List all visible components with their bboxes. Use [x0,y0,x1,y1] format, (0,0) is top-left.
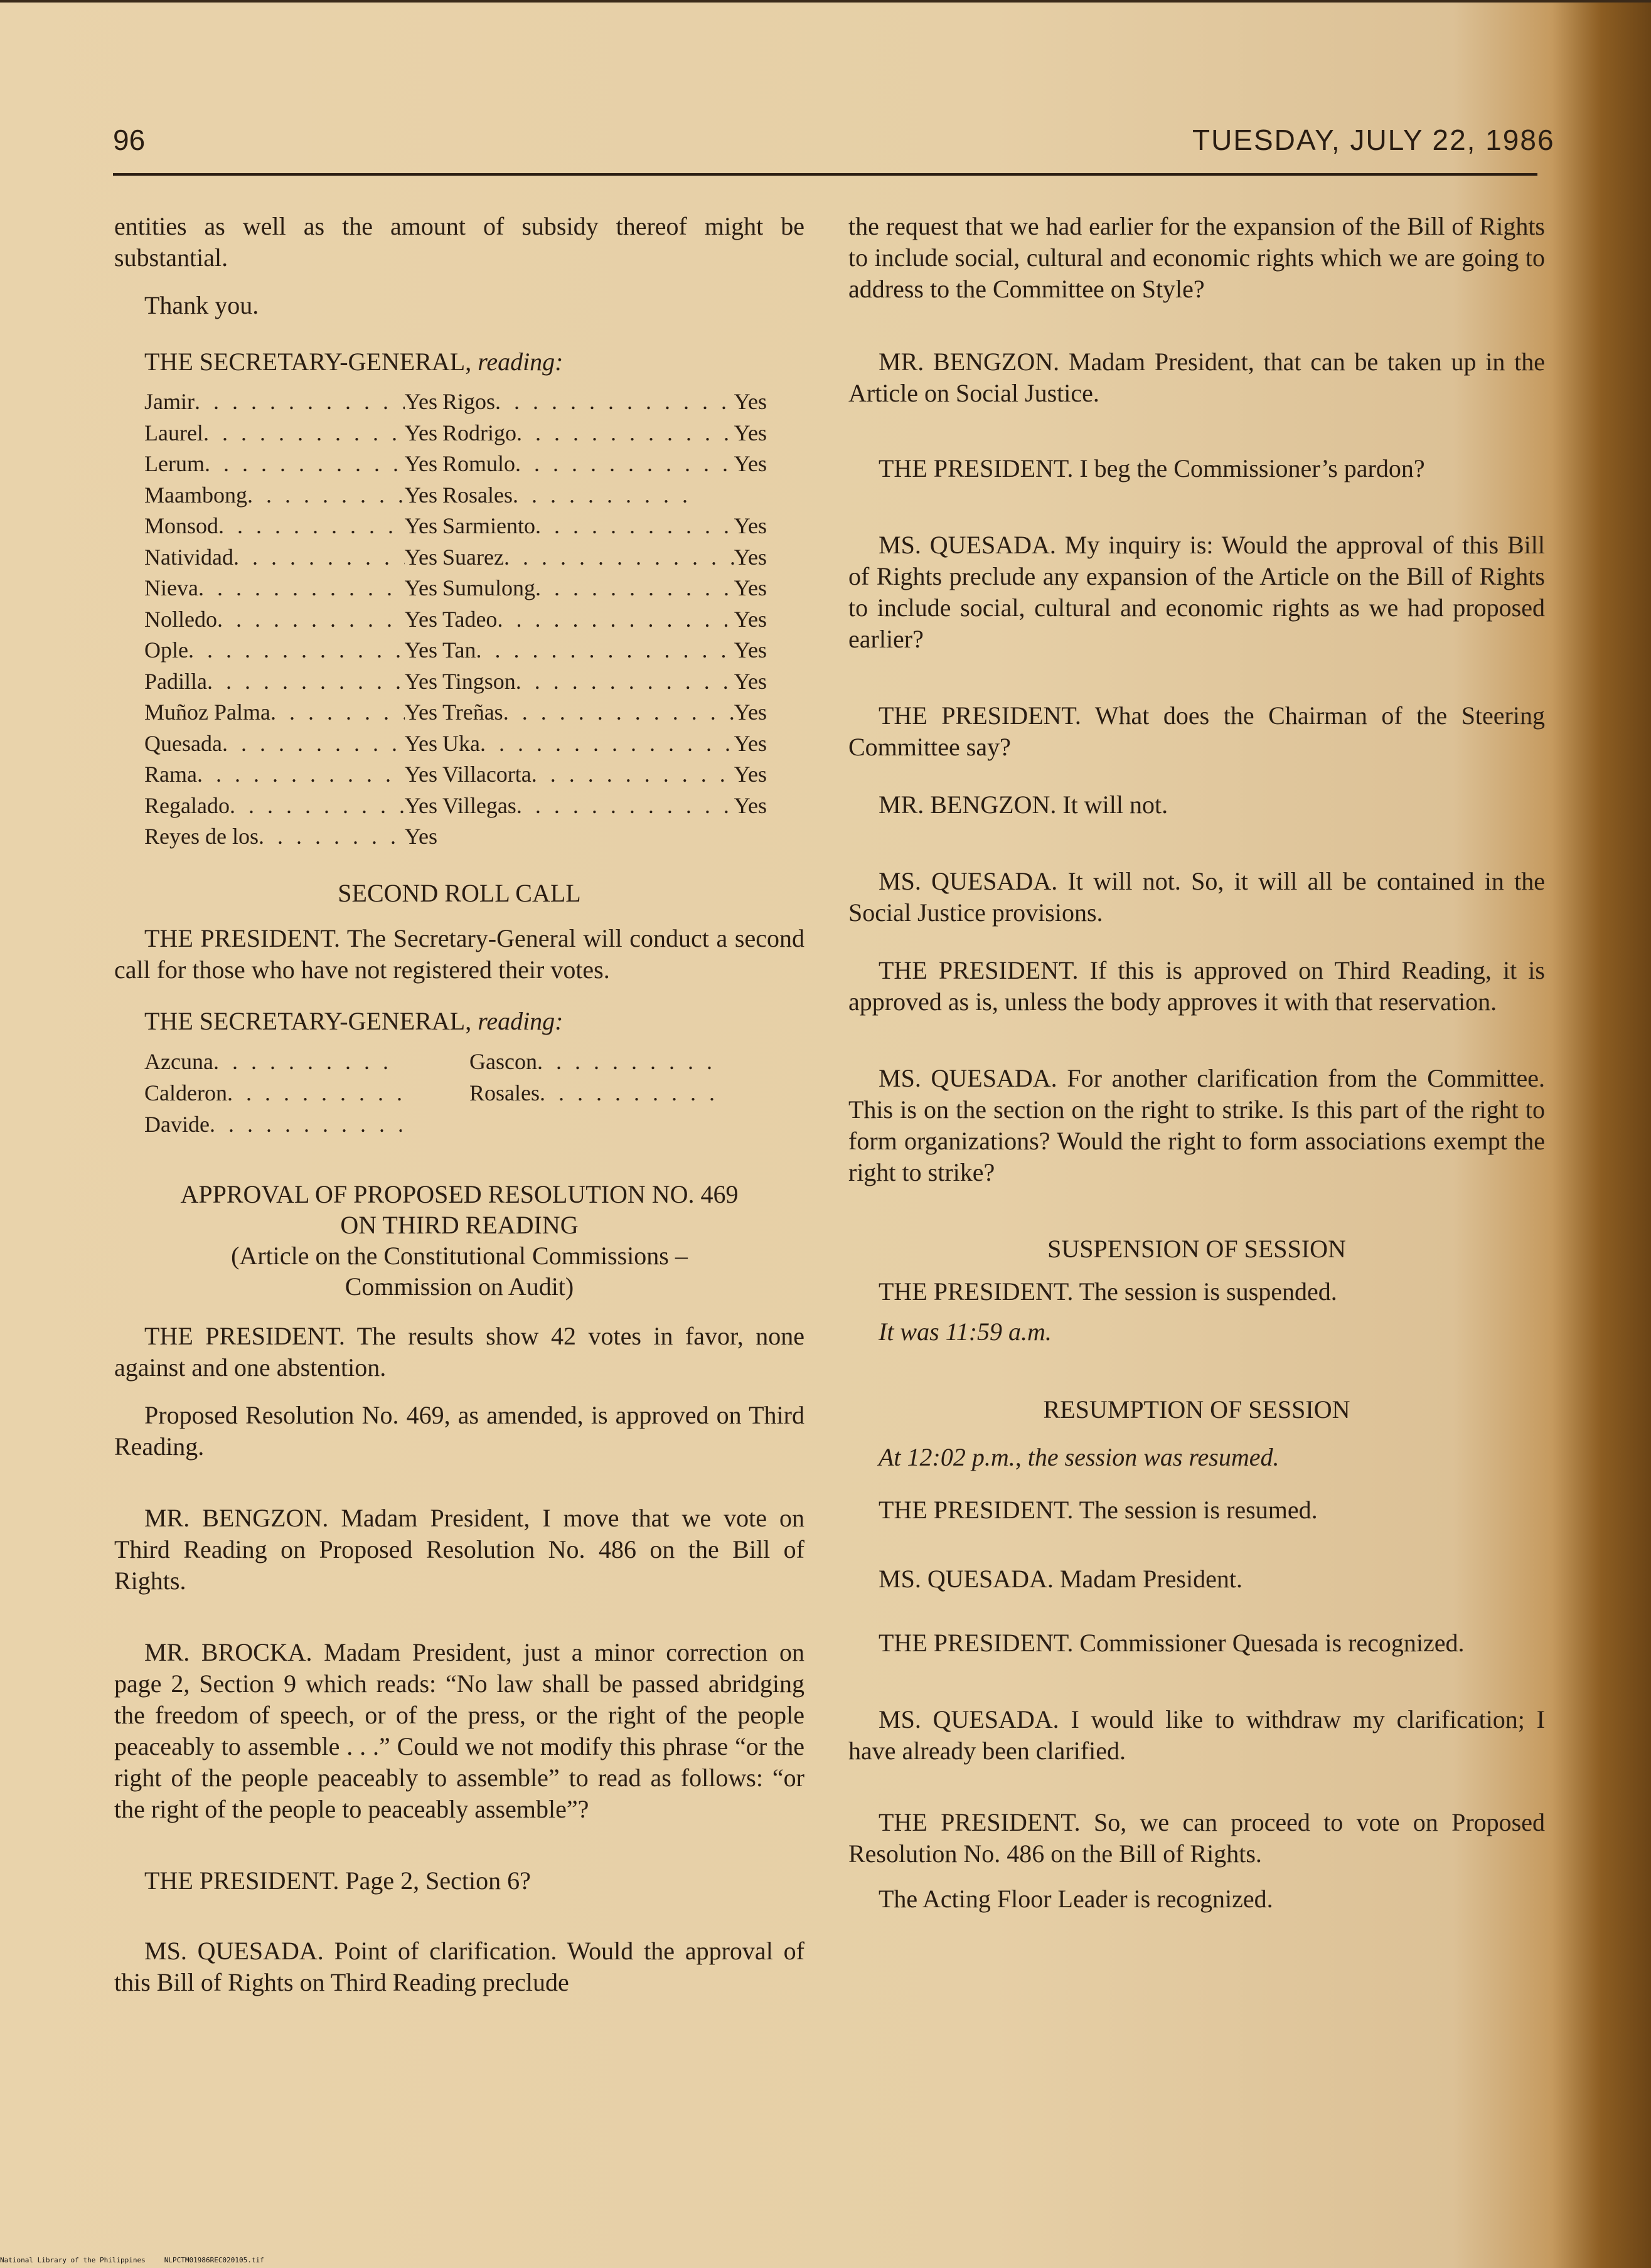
roll-row: Monsod . . . Yes [144,511,442,542]
paragraph: THE PRESIDENT. Page 2, Section 6? [144,1866,531,1895]
paragraph: THE PRESIDENT. The results show 42 votes in favor, none against and one abstention. [114,1321,804,1382]
section-heading: ON THIRD READING [340,1210,579,1239]
roll-row: Jamir . . . Yes [144,386,442,418]
reading-label: reading: [478,348,564,376]
paragraph: Proposed Resolution No. 469, as amended, is approved on Third Reading. [114,1400,804,1461]
left-column [114,211,804,2031]
paragraph: entities as well as the amount of subsidy thereof might be substantial. [114,212,804,272]
roll-row: Villacorta . . . Yes [442,759,772,791]
roll-row: Muñoz Palma . . . Yes [144,697,442,728]
approval-heading-block [114,1179,804,1302]
time-note: At 12:02 p.m., the session was resumed. [879,1443,1280,1471]
paragraph: MS. QUESADA. For another clarification from the Committee. This is on the section on the right to strike. Is this part of the right to form organizations? Would the right to form associations exempt the right to strike? [848,1064,1545,1186]
paragraph: the request that we had earlier for the expansion of the Bill of Rights to include social, cultural and economic rights which we are going to address to the Committee on Style? [848,212,1545,303]
header-rule [113,173,1537,176]
paragraph: MR. BENGZON. Madam President, I move that we vote on Third Reading on Proposed Resolution No. 486 on the Bill of Rights. [114,1503,804,1595]
roll-row: Gascon . . . [469,1046,720,1077]
paragraph: THE PRESIDENT. I beg the Commissioner’s pardon? [879,454,1425,482]
roll-row: Tadeo . . . Yes [442,604,772,636]
paragraph: THE PRESIDENT. What does the Chairman of the Steering Committee say? [848,701,1545,761]
roll-row: Regalado . . . Yes [144,791,442,822]
paragraph: THE PRESIDENT. The session is resumed. [879,1496,1318,1524]
secretary-general-reading [114,1006,804,1037]
paragraph: THE PRESIDENT. The Secretary-General will conduct a second call for those who have not registered their votes. [114,924,804,984]
section-heading: RESUMPTION OF SESSION [1043,1395,1350,1424]
paragraph: MR. BROCKA. Madam President, just a minor correction on page 2, Section 9 which reads: “No law shall be passed abridging the freedom of speech, or of the press, or the right of the people peaceably to assemble . . .” Could we not modify this phrase “or the right of the people peaceably to assemble” to read as follows: “or the right of the people to peaceably assemble”? [114,1637,804,1823]
roll-row: Treñas . . . Yes [442,697,772,728]
roll-row: Sumulong . . . Yes [442,573,772,604]
paragraph: THE PRESIDENT. So, we can proceed to vote on Proposed Resolution No. 486 on the Bill of Rights. [848,1808,1545,1868]
roll-call-list [144,386,804,853]
roll-row: Rodrigo . . . Yes [442,418,772,449]
section-subheading: (Article on the Constitutional Commissions – [231,1241,688,1270]
paragraph: Thank you. [144,291,259,319]
roll-row: Nolledo . . . Yes [144,604,442,636]
roll-column-left [144,386,442,853]
paragraph: The Acting Floor Leader is recognized. [879,1885,1273,1913]
roll-row: Romulo . . . Yes [442,449,772,480]
reading-label: reading: [478,1006,564,1035]
roll-row: Reyes de los . . . Yes [144,821,442,853]
roll-row: Quesada . . . Yes [144,728,442,760]
paragraph: MS. QUESADA. Madam President. [879,1565,1242,1593]
roll-row: Rigos . . . Yes [442,386,772,418]
paragraph: THE PRESIDENT. If this is approved on Third Reading, it is approved as is, unless the body approves it with that reservation. [848,956,1545,1016]
paragraph: MS. QUESADA. Point of clarification. Would the approval of this Bill of Rights on Third Reading preclude [114,1936,804,1996]
time-note: It was 11:59 a.m. [879,1318,1052,1346]
roll-row: Natividad . . . Yes [144,542,442,573]
paragraph: MS. QUESADA. My inquiry is: Would the approval of this Bill of Rights preclude any expansion of the Article on the Bill of Rights to include social, cultural and economic rights as we had proposed earlier? [848,531,1545,653]
roll-row: Ople . . . Yes [144,635,442,666]
roll-row: Tan . . . Yes [442,635,772,666]
roll-row: Lerum . . . Yes [144,449,442,480]
paragraph: THE PRESIDENT. Commissioner Quesada is recognized. [879,1629,1465,1657]
paragraph: MR. BENGZON. Madam President, that can be taken up in the Article on Social Justice. [848,348,1545,407]
top-edge-line [0,0,1651,3]
second-roll-call-list [144,1046,804,1140]
roll-row: Uka . . . Yes [442,728,772,760]
speaker: THE SECRETARY-GENERAL, [144,348,472,376]
roll-row: Suarez . . . Yes [442,542,772,573]
page-date: TUESDAY, JULY 22, 1986 [1192,124,1555,156]
section-heading: SUSPENSION OF SESSION [1047,1235,1346,1263]
secretary-general-reading [114,346,804,378]
section-heading: SECOND ROLL CALL [338,878,581,907]
roll-row: Rosales . . . [442,480,693,511]
roll-row: Sarmiento . . . Yes [442,511,772,542]
roll-column-left [144,1046,469,1140]
page-number: 96 [113,124,146,156]
roll-column-right [469,1046,783,1140]
roll-row: Rosales . . . [469,1077,720,1109]
roll-row: Nieva . . . Yes [144,573,442,604]
roll-row: Calderon . . . [144,1077,402,1109]
paragraph: MS. QUESADA. It will not. So, it will all be contained in the Social Justice provisions. [848,867,1545,927]
roll-row: Azcuna . . . [144,1046,402,1077]
roll-row: Laurel . . . Yes [144,418,442,449]
library-label: National Library of the Philippines [0,2256,146,2264]
roll-column-right [442,386,772,853]
scan-footer [0,2256,283,2264]
roll-row: Davide . . . [144,1109,402,1140]
roll-row: Rama . . . Yes [144,759,442,791]
roll-row: Padilla . . . Yes [144,666,442,698]
file-label: NLPCTM01986REC020105.tif [164,2256,264,2264]
roll-row: Tingson . . . Yes [442,666,772,698]
section-subheading: Commission on Audit) [345,1272,574,1301]
section-heading: APPROVAL OF PROPOSED RESOLUTION NO. 469 [180,1179,739,1208]
paragraph: MS. QUESADA. I would like to withdraw my clarification; I have already been clarified. [848,1705,1545,1765]
speaker: THE SECRETARY-GENERAL, [144,1006,472,1035]
right-column [848,211,1545,1947]
paragraph: THE PRESIDENT. The session is suspended. [879,1277,1337,1306]
roll-row: Villegas . . . Yes [442,791,772,822]
roll-row: Maambong . . . Yes [144,480,442,511]
paragraph: MR. BENGZON. It will not. [879,791,1168,819]
